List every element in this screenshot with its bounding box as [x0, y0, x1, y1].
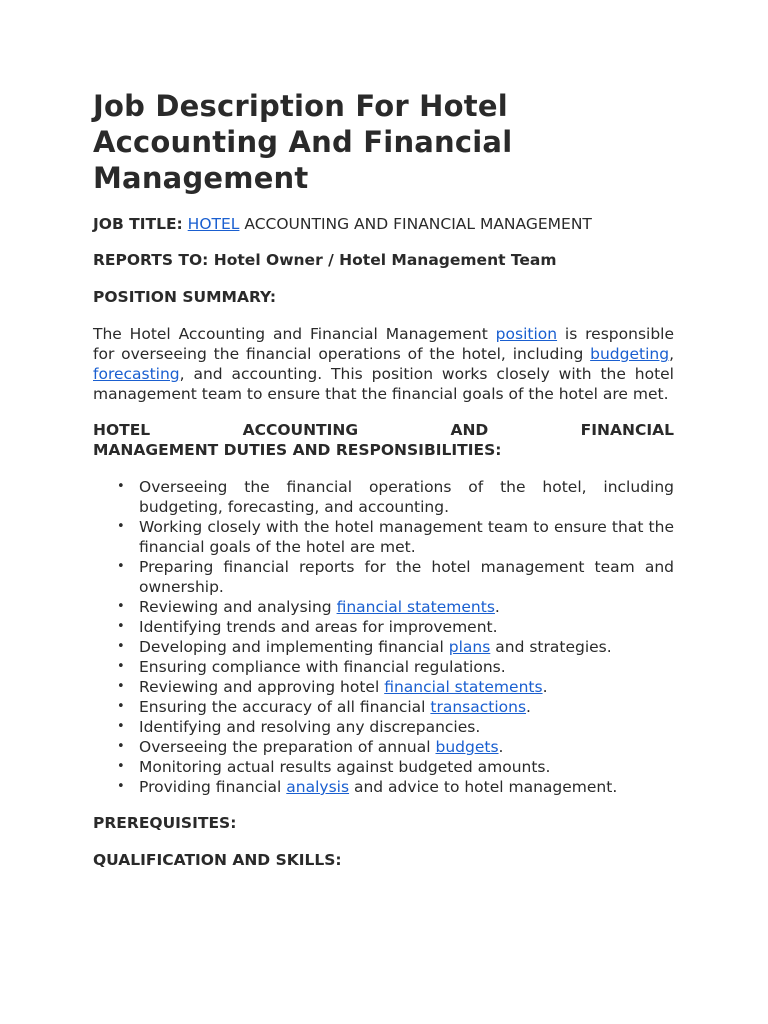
summary-text-3: , [669, 345, 674, 363]
forecasting-link[interactable]: forecasting [93, 365, 180, 383]
duty-list-item [139, 597, 674, 617]
duty-text: Working closely with the hotel management team to ensure that the financial goals of the hotel are met. [139, 518, 674, 556]
job-title-value: ACCOUNTING AND FINANCIAL MANAGEMENT [239, 215, 592, 233]
duty-link[interactable]: transactions [430, 698, 527, 716]
position-link[interactable]: position [495, 325, 558, 343]
summary-text-4: , and accounting. This position works closely with the hotel management team to ensure that the financial goals of the hotel are met. [93, 365, 674, 403]
duty-text: Overseeing the preparation of annual [139, 738, 436, 756]
duty-text: Overseeing the financial operations of the hotel, including budgeting, forecasting, and accounting. [139, 478, 674, 516]
duty-text: Reviewing and analysing [139, 598, 337, 616]
duty-text-suffix: . [542, 678, 548, 696]
duty-link[interactable]: plans [448, 638, 491, 656]
duty-text-suffix: . [494, 598, 500, 616]
duty-text: Preparing financial reports for the hotel management team and ownership. [139, 558, 674, 596]
duty-text: Reviewing and approving hotel [139, 678, 385, 696]
duty-list-item [139, 557, 674, 597]
summary-text-2: is responsible for overseeing the financial operations of the hotel, including [93, 325, 675, 363]
duty-list-item [139, 617, 674, 637]
position-summary-heading: POSITION SUMMARY: [93, 288, 277, 306]
duty-link[interactable]: financial statements [336, 598, 495, 616]
duty-text: Developing and implementing financial [139, 638, 449, 656]
document-content [93, 88, 674, 870]
qualification-heading: QUALIFICATION AND SKILLS: [93, 851, 342, 869]
duty-list-item [139, 477, 674, 517]
position-summary-text [93, 324, 674, 404]
duty-text-suffix: . [498, 738, 504, 756]
duty-list-item [139, 657, 674, 677]
duty-list-item [139, 677, 674, 697]
job-title-line [93, 214, 674, 234]
duty-list-item [139, 717, 674, 737]
duty-list-item [139, 517, 674, 557]
duty-link[interactable]: budgets [435, 738, 499, 756]
duty-text: Identifying and resolving any discrepancies. [139, 718, 481, 736]
duty-list-item [139, 697, 674, 717]
duty-list-item [139, 637, 674, 657]
duty-text: Providing financial [139, 778, 287, 796]
duty-text: Identifying trends and areas for improvement. [139, 618, 498, 636]
duty-link[interactable]: financial statements [384, 678, 543, 696]
job-title-label: JOB TITLE: [93, 215, 183, 233]
duty-text: Ensuring the accuracy of all financial [139, 698, 431, 716]
hotel-link[interactable]: HOTEL [187, 215, 240, 233]
page-title: Job Description For Hotel Accounting And Financial Management [93, 89, 513, 195]
duty-text-suffix: and advice to hotel management. [349, 778, 618, 796]
summary-text-1: The Hotel Accounting and Financial Management [93, 325, 496, 343]
budgeting-link[interactable]: budgeting [590, 345, 670, 363]
duty-text: Ensuring compliance with financial regulations. [139, 658, 506, 676]
duties-heading-line-1: HOTEL ACCOUNTING AND FINANCIAL [93, 421, 674, 439]
duty-list-item [139, 737, 674, 757]
prerequisites-heading: PREREQUISITES: [93, 814, 237, 832]
duty-list-item [139, 757, 674, 777]
duties-heading-line-2: MANAGEMENT DUTIES AND RESPONSIBILITIES: [93, 441, 502, 459]
duties-list [93, 477, 674, 797]
duty-list-item [139, 777, 674, 797]
duty-text-suffix: and strategies. [490, 638, 612, 656]
duty-text: Monitoring actual results against budgeted amounts. [139, 758, 551, 776]
duty-text-suffix: . [526, 698, 531, 716]
reports-to-line: REPORTS TO: Hotel Owner / Hotel Management Team [93, 251, 557, 269]
duty-link[interactable]: analysis [286, 778, 350, 796]
